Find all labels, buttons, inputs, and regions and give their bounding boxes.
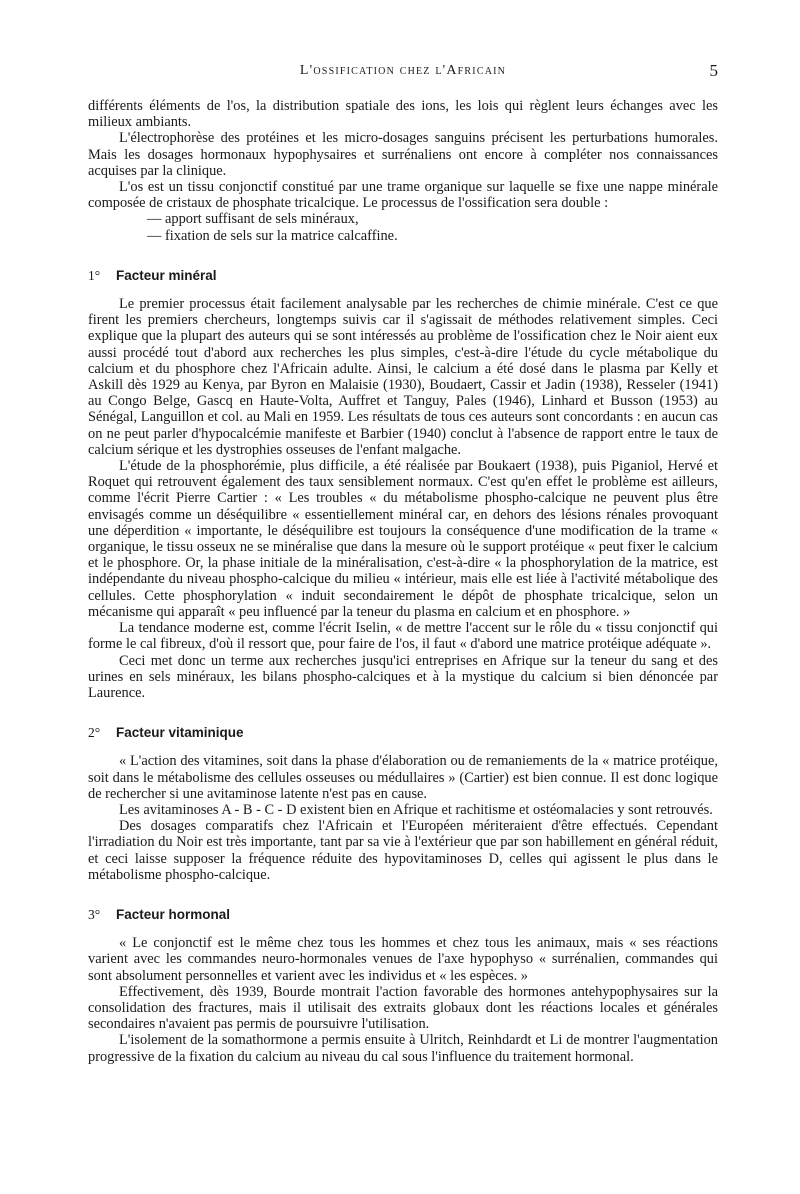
paragraph: L'électrophorèse des protéines et les micro-dosages sanguins précisent les perturbations humorales. Mais les dosages hormonaux hypophysaires et surrénaliens ont encore à compléter nos connaissances acquises par la clinique. [88,130,718,179]
list-item: — fixation de sels sur la matrice calcaffine. [147,227,398,244]
section-heading-vitamin [88,725,718,741]
page-header [88,63,718,83]
paragraph: L'étude de la phosphorémie, plus difficile, a été réalisée par Boukaert (1938), puis Piganiol, Hervé et Roquet qui retrouvent également des taux sensiblement normaux. C'est qu'en effet le problème est ailleurs, comme l'écrit Pierre Cartier : « Les troubles « du métabolisme phospho-calcique ne peuvent plus être envisagés comme un déséquilibre « essentiellement minéral car, en dehors des lésions rénales provoquant une déperdition « importante, le déséquilibre est toujours la conséquence d'une modification de la trame « organique, le tissu osseux ne se minéralise que dans la mesure où le support protéique « peut fixer le calcium et le phosphore. Or, la phase initiale de la minéralisation, c'est-à-dire « la phosphorylation de la matrice, est indépendante du niveau phospho-calcique du milieu « intérieur, mais elle est liée à l'activité métabolique des cellules. Cette phosphorylation « induit secondairement le dépôt de phosphate tricalcique, selon un mécanisme qui apparaît « peu influencé par la teneur du plasma en calcium et en phosphore. » [88,458,718,620]
article-body [88,98,718,1065]
section-number: 3° [88,906,101,922]
section-title: Facteur minéral [116,267,217,283]
paragraph: différents éléments de l'os, la distribution spatiale des ions, les lois qui règlent leurs échanges avec les milieux ambiants. [88,98,718,131]
paragraph: « Le conjonctif est le même chez tous les hommes et chez tous les animaux, mais « ses réactions varient avec les commandes neuro-hormonales venues de l'axe hypophyso « surrénalien, commandes qui sont absolument personnelles et varient avec les individus et « les espèces. » [88,935,718,984]
paragraph: Effectivement, dès 1939, Bourde montrait l'action favorable des hormones antehypophysaires sur la consolidation des fractures, mais il utilisait des extraits globaux dont les réactions locales et générales secondaires n'avaient pas permis de poursuivre l'utilisation. [88,983,718,1033]
section-heading-mineral [88,268,718,284]
paragraph: Ceci met donc un terme aux recherches jusqu'ici entreprises en Afrique sur la teneur du sang et des urines en sels minéraux, les bilans phospho-calciques et à la mystique du calcium si bien dénoncée par Laurence. [88,652,718,701]
paragraph: Les avitaminoses A - B - C - D existent bien en Afrique et rachitisme et ostéomalacies y sont retrouvés. [119,801,713,818]
section-title: Facteur vitaminique [116,725,244,741]
section-heading-hormonal [88,907,718,923]
paragraph: La tendance moderne est, comme l'écrit Iselin, « de mettre l'accent sur le rôle du « tissu conjonctif qui forme le cal fibreux, d'où il ressort que, pour faire de l'os, il faut « d'abord une matrice protéique adéquate ». [88,620,718,653]
paragraph: L'isolement de la somathormone a permis ensuite à Ulritch, Reinhdardt et Li de montrer l'augmentation progressive de la fixation du calcium au niveau du cal sous l'influence du traitement hormonal. [88,1032,718,1065]
list-item: — apport suffisant de sels minéraux, [147,211,359,228]
running-title: L'ossification chez l'Africain [299,63,507,78]
section-number: 1° [88,267,101,283]
page-number: 5 [709,61,718,80]
paragraph: Des dosages comparatifs chez l'Africain et l'Européen mériteraient d'être effectués. Cependant l'irradiation du Noir est très importante, tant par sa vie à l'extérieur que par son habillement en général réduit, et ceci laisse supposer la fréquence réduite des hypovitaminoses D, celles qui agissent le plus dans le métabolisme phospho-calcique. [88,818,718,883]
paragraph: « L'action des vitamines, soit dans la phase d'élaboration ou de remaniements de la « matrice protéique, soit dans le métabolisme des cellules osseuses ou médullaires » (Cartier) est bien connue. Il est donc logique de rechercher si une avitaminose latente n'est pas en cause. [88,753,718,802]
section-title: Facteur hormonal [116,906,231,922]
section-number: 2° [88,725,101,741]
paragraph: L'os est un tissu conjonctif constitué par une trame organique sur laquelle se fixe une nappe minérale composée de cristaux de phosphate tricalcique. Le processus de l'ossification sera double : [88,179,718,212]
paragraph: Le premier processus était facilement analysable par les recherches de chimie minérale. C'est ce que firent les premiers chercheurs, longtemps suivis car il s'agissait de méthodes relativement simples. Ceci explique que la plupart des auteurs qui se sont intéressés au problème de l'ossification chez le Noir aient eux aussi procédé tout d'abord aux recherches les plus simples, c'est-à-dire l'étude du cycle métabolique du calcium et du phosphore chez l'Africain adulte. Ainsi, le calcium a été dosé dans le plasma par Kelly et Askill dès 1929 au Kenya, par Byron en Malaisie (1930), Boudaert, Cassir et Jadin (1938), Resseler (1941) au Congo Belge, Gascq en Haute-Volta, Auffret et Tanguy, Pales (1946), Linhard et Busson (1953) au Sénégal, Languillon et col. au Mali en 1959. Les résultats de tous ces auteurs sont concordants : en aucun cas on ne peut parler d'hypocalcémie manifeste et Barbier (1940) conclut à l'absence de rapport entre le taux de calcium sérique et les dystrophies osseuses de l'enfant malgache. [88,296,718,458]
